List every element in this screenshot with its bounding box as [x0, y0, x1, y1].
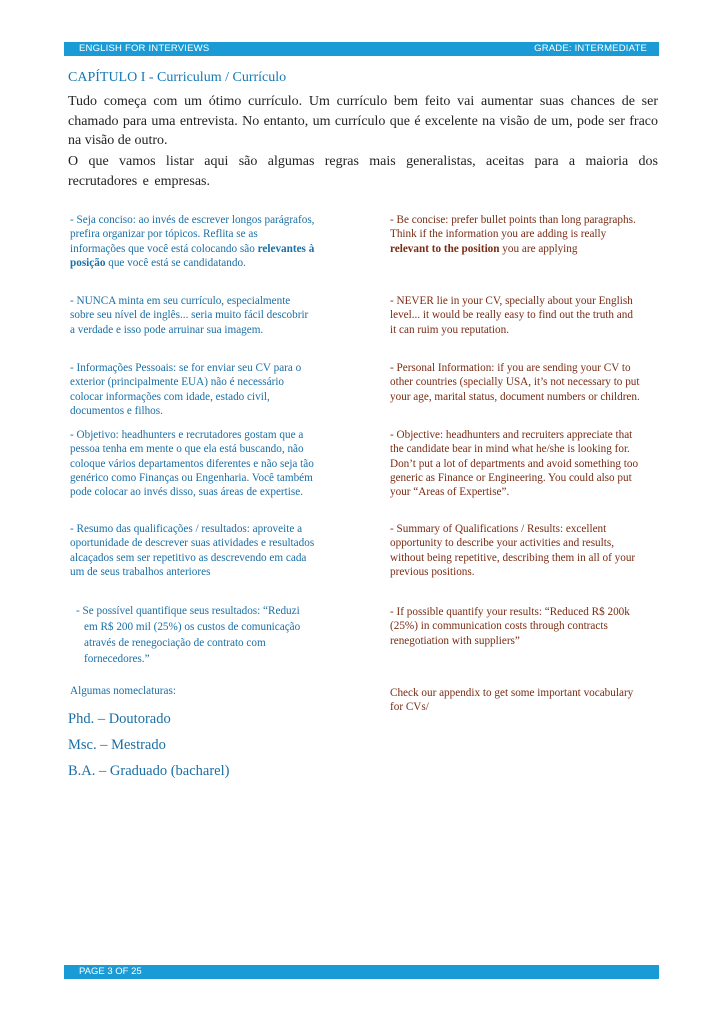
header-grade: GRADE: INTERMEDIATE [534, 43, 647, 54]
header-course-title: ENGLISH FOR INTERVIEWS [79, 43, 210, 54]
page-number: PAGE 3 OF 25 [79, 966, 142, 977]
tip-en-never-lie: - NEVER lie in your CV, specially about your English level... it would be really easy to find out the truth and it can ruim you reputation. [390, 295, 633, 336]
intro-paragraph-2: O que vamos listar aqui são algumas regras mais generalistas, aceitas para a maioria dos recrutadores e empresas. [68, 154, 658, 189]
nomenclature-phd: Phd. – Doutorado [68, 711, 171, 727]
tip-pt-objective: - Objetivo: headhunters e recrutadores gostam que a pessoa tenha em mente o que ela está buscando, não coloque vários departamentos diferentes e não seja tão genérico como Finanças ou Engenharia. Você também pode colocar ao invés disso, suas áreas de expertise. [70, 429, 314, 499]
tip-pt-never-lie: - NUNCA minta em seu currículo, especialmente sobre seu nível de inglês... seria muito fácil descobrir a verdade e isso pode arruinar sua imagem. [70, 295, 309, 336]
nomenclature-heading: Algumas nomeclaturas: [70, 685, 176, 697]
tip-pt-quantify: - Se possível quantifique seus resultados: “Reduzi em R$ 200 mil (25%) os custos de comunicação através de renegociação de contrato com fornecedores.” [76, 605, 301, 665]
chapter-title: CAPÍTULO I - Curriculum / Currículo [68, 70, 287, 85]
tip-en-quantify: - If possible quantify your results: “Reduced R$ 200k (25%) in communication costs through contracts renegotiation with suppliers” [390, 606, 630, 647]
header-bar [64, 42, 659, 56]
tip-pt-summary: - Resumo das qualificações / resultados: aproveite a oportunidade de descrever suas atividades e resultados alcaçados sem ser repetitivo as descrevendo em cada um de seus trabalhos anteriores [70, 523, 315, 578]
footer-bar [64, 965, 659, 979]
tip-pt-personal-info: - Informações Pessoais: se for enviar seu CV para o exterior (principalmente EUA) não é necessário colocar informações com idade, estado civil, documentos e filhos. [70, 362, 302, 417]
tip-pt-concise: - Seja conciso: ao invés de escrever longos parágrafos, prefira organizar por tópicos. Reflita se as informações que você está colocando são relevantes à posição que você está se candidatando. [70, 214, 315, 269]
tip-en-summary: - Summary of Qualifications / Results: excellent opportunity to describe your activities and results, without being repetitive, describing them in all of your previous positions. [390, 523, 636, 578]
tip-en-concise: - Be concise: prefer bullet points than long paragraphs. Think if the information you are adding is really relevant to the position you are applying [390, 214, 636, 255]
tip-en-personal-info: - Personal Information: if you are sending your CV to other countries (specially USA, it’s not necessary to put your age, marital status, document numbers or children. [390, 362, 640, 403]
nomenclature-ba: B.A. – Graduado (bacharel) [68, 763, 230, 779]
nomenclature-msc: Msc. – Mestrado [68, 737, 166, 753]
tip-en-objective: - Objective: headhunters and recruiters appreciate that the candidate bear in mind what he/she is looking for. Don’t put a lot of departments and avoid something too generic as Finance or Engineering. You could also put your “Areas of Expertise”. [390, 429, 639, 499]
intro-paragraph-1: Tudo começa com um ótimo currículo. Um currículo bem feito vai aumentar suas chances de ser chamado para uma entrevista. No entanto, um currículo que é excelente na visão de um, pode ser fraco na visão de outro. [68, 94, 658, 148]
appendix-note: Check our appendix to get some important vocabulary for CVs/ [390, 687, 634, 714]
